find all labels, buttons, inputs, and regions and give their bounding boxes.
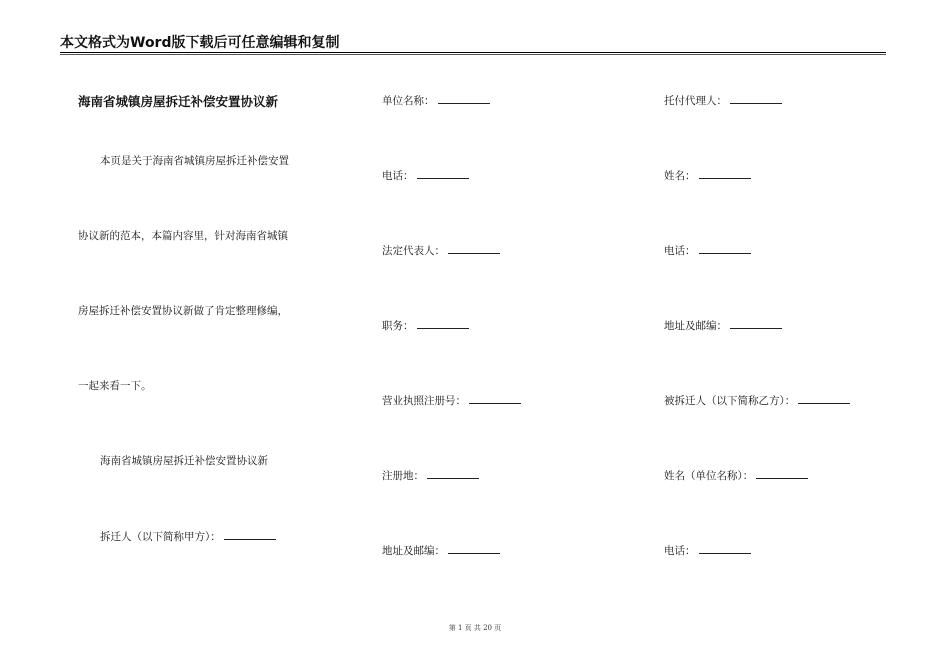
fill-blank [427,468,479,479]
field-name-unit [664,468,808,483]
field-label: 电话： [664,245,696,257]
intro-line-1: 本页是关于海南省城镇房屋拆迁补偿安置 [100,155,289,167]
field-position [382,318,469,333]
field-label: 地址及邮编： [664,320,727,332]
intro-line-3: 房屋拆迁补偿安置协议新做了肯定整理修编， [78,305,288,317]
fill-blank [699,243,751,254]
field-name [664,168,751,183]
agreement-heading: 海南省城镇房屋拆迁补偿安置协议新 [100,455,268,467]
fill-blank [798,393,850,404]
fill-blank [438,93,490,104]
fill-blank [448,243,500,254]
field-address-postcode-2 [664,318,782,333]
field-label: 地址及邮编： [382,545,445,557]
page-number: 第 1 页 共 20 页 [448,624,502,632]
document-title: 海南省城镇房屋拆迁补偿安置协议新 [78,94,279,109]
field-label: 电话： [664,545,696,557]
field-phone [382,168,469,183]
field-phone-3 [664,543,751,558]
fill-blank [417,318,469,329]
fill-blank [448,543,500,554]
field-agent [664,93,782,108]
field-label: 职务： [382,320,414,332]
field-label: 托付代理人： [664,95,727,107]
fill-blank [469,393,521,404]
field-label: 姓名（单位名称）： [664,470,754,482]
field-label: 拆迁人（以下简称甲方）： [100,531,221,543]
field-label: 姓名： [664,170,696,182]
field-label: 法定代表人： [382,245,445,257]
header-rule [60,52,886,53]
field-party-a [100,529,276,544]
intro-line-2: 协议新的范本，本篇内容里，针对海南省城镇 [78,230,288,242]
fill-blank [699,543,751,554]
fill-blank [730,93,782,104]
field-label: 注册地： [382,470,424,482]
header-rule-thin [60,54,886,55]
fill-blank [699,168,751,179]
fill-blank [730,318,782,329]
field-label: 营业执照注册号： [382,395,466,407]
document-header: 本文格式为Word版下载后可任意编辑和复制 [60,35,340,51]
field-party-b [664,393,850,408]
field-unit-name [382,93,490,108]
field-address-postcode [382,543,500,558]
fill-blank [224,529,276,540]
intro-line-4: 一起来看一下。 [78,380,152,392]
field-label: 被拆迁人（以下简称乙方）： [664,395,796,407]
field-phone-2 [664,243,751,258]
field-legal-rep [382,243,500,258]
field-label: 单位名称： [382,95,435,107]
field-label: 电话： [382,170,414,182]
field-license-no [382,393,521,408]
fill-blank [756,468,808,479]
fill-blank [417,168,469,179]
field-registered-at [382,468,479,483]
